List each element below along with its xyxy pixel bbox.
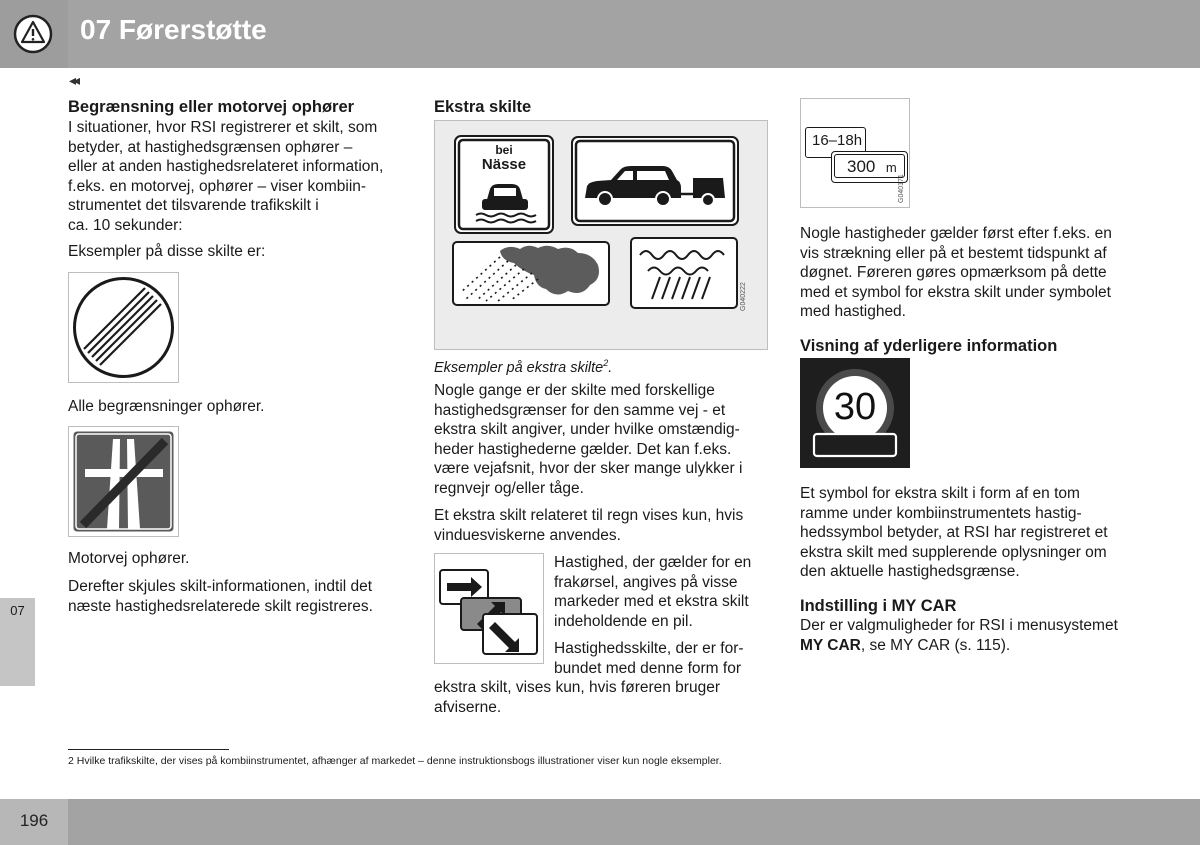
text-line: markeder med et ekstra skilt [554,593,749,610]
text-line: ramme under kombiinstrumentets hastig- [800,504,1082,522]
text-line: døgnet. Føreren gøres opmærksom på dette [800,264,1107,281]
text-line: regnvejr og/eller tåge. [434,479,584,497]
middle-paragraph-4-top [554,639,744,678]
text-line: næste hastighedsrelaterede skilt registreres. [68,597,373,615]
footnote-divider [68,749,229,750]
extra-signs-figure [434,120,768,350]
chapter-side-tab-label: 07 [10,603,25,618]
page-number: 196 [19,811,49,830]
exit-arrow-signs-figure [434,553,544,664]
left-after-paragraph [68,577,373,616]
text-line: med et symbol for ekstra skilt under symbolet [800,283,1111,301]
text-line: vinduesviskerne anvendes. [434,526,621,544]
previous-page-marker: ◂◂ [69,72,78,88]
text-line: Et symbol for ekstra skilt i form af en tom [800,485,1080,502]
wet-road-sign [454,135,554,234]
distance-plate-inner [834,154,905,178]
middle-paragraph-3 [554,553,751,631]
text-line: ekstra skilt, vises kun, hvis føreren bruger [434,679,720,696]
text-line: ekstra skilt med supplerende oplysninger om [800,543,1107,561]
text-line: den aktuelle hastighedsgrænse. [800,563,1020,580]
middle-paragraph-4-bottom [434,678,720,717]
text-line: Hastighedsskilte, der er for- [554,640,744,657]
section-heading-additional-info: Visning af yderligere information [800,337,1058,355]
text-line: eller at anden hastighedsrelateret information, [68,158,384,175]
middle-paragraph-1 [434,381,742,498]
section-heading-my-car-settings: Indstilling i MY CAR [800,597,957,615]
text-line: ekstra skilt angiver, under hvilke omstændig- [434,421,740,438]
text-line: strumentet det tilsvarende trafikskilt i [68,197,319,214]
text-line: hedssymbol betyder, at RSI har registreret et [800,524,1108,541]
caption-text: Eksempler på ekstra skilte [434,359,604,376]
text-line: være vejafsnit, hvor der sker mange ulykker i [434,460,743,477]
text-line: Der er valgmuligheder for RSI i menusystemet [800,617,1118,634]
page-reference: , se MY CAR (s. 115). [860,636,1011,654]
distance-value: 300 [847,157,876,176]
footnote: 2 Hvilke trafikskilte, der vises på kombiinstrumentet, afhænger af markedet – denne instruktionsbogs illustrationer viser kun nogle eksempler. [68,755,722,767]
rain-sign-icon [452,241,610,306]
text-line: afviserne. [434,698,502,716]
extra-signs-caption [434,354,612,378]
page-footer [0,799,1200,845]
rain-fog-sign-icon [630,237,738,309]
footnote-reference: 2 [603,358,609,368]
wet-road-sign-text-line2: Nässe [481,156,527,173]
time-distance-signs-figure [800,98,910,208]
exit-arrow-signs-icon [435,554,543,663]
car-with-trailer-sign-icon [571,136,739,226]
text-line: f.eks. en motorvej, ophører – viser kombiin- [68,177,367,195]
sign1-caption: Alle begrænsninger ophører. [68,398,265,415]
end-of-all-limits-sign-figure [68,272,179,383]
warning-icon [0,0,68,68]
time-plate-text: 16–18h [812,132,863,149]
right-paragraph-1 [800,224,1112,322]
motorway-ends-sign-figure [68,426,179,537]
section-heading-limit-ends: Begrænsning eller motorvej ophører [68,98,355,116]
caption-end: . [608,359,613,376]
wet-road-sign-text-line1: bei [495,143,513,157]
text-line: hastighedsgrænser for den samme vej - et [434,401,726,419]
section-heading-extra-signs: Ekstra skilte [434,98,532,116]
figure-code: G040171 [898,174,905,203]
text-line: heder hastighederne gælder. Det kan f.eks. [434,440,732,458]
text-line: frakørsel, angives på visse [554,573,738,591]
distance-unit: m [885,160,897,175]
text-line: Derefter skjules skilt-informationen, indtil det [68,578,373,595]
text-line: indeholdende en pil. [554,612,693,630]
my-car-menu-reference: MY CAR [800,636,861,654]
text-line: Et ekstra skilt relateret til regn vises kun, hvis [434,507,744,524]
text-line [800,636,1118,656]
distance-plate [831,151,908,183]
text-line: betyder, at hastighedsgrænsen ophører – [68,138,353,156]
text-line: I situationer, hvor RSI registrerer et skilt, som [68,119,378,136]
left-intro-paragraph [68,118,383,235]
figure-code: G040222 [740,282,747,311]
end-of-limits-sign-icon [69,273,178,382]
motorway-end-sign-icon [69,427,178,536]
middle-paragraph-2 [434,506,743,545]
examples-label: Eksempler på disse skilte er: [68,243,266,260]
chapter-title: 07 Førerstøtte [80,14,267,45]
right-paragraph-2 [800,484,1108,582]
text-line: vis strækning eller på et bestemt tidspunkt af [800,244,1107,262]
text-line: Hastighed, der gælder for en [554,554,752,571]
text-line: med hastighed. [800,303,906,320]
text-line: ca. 10 sekunder: [68,216,183,234]
text-line: Nogle hastigheder gælder først efter f.eks. en [800,225,1112,242]
sign2-caption: Motorvej ophører. [68,550,190,567]
text-line: bundet med denne form for [554,659,741,677]
speed-display-figure [800,358,910,468]
warning-icon-box [0,0,68,68]
speed-value: 30 [833,386,877,428]
text-line: Nogle gange er der skilte med forskellige [434,382,715,399]
right-paragraph-3 [800,616,1118,655]
